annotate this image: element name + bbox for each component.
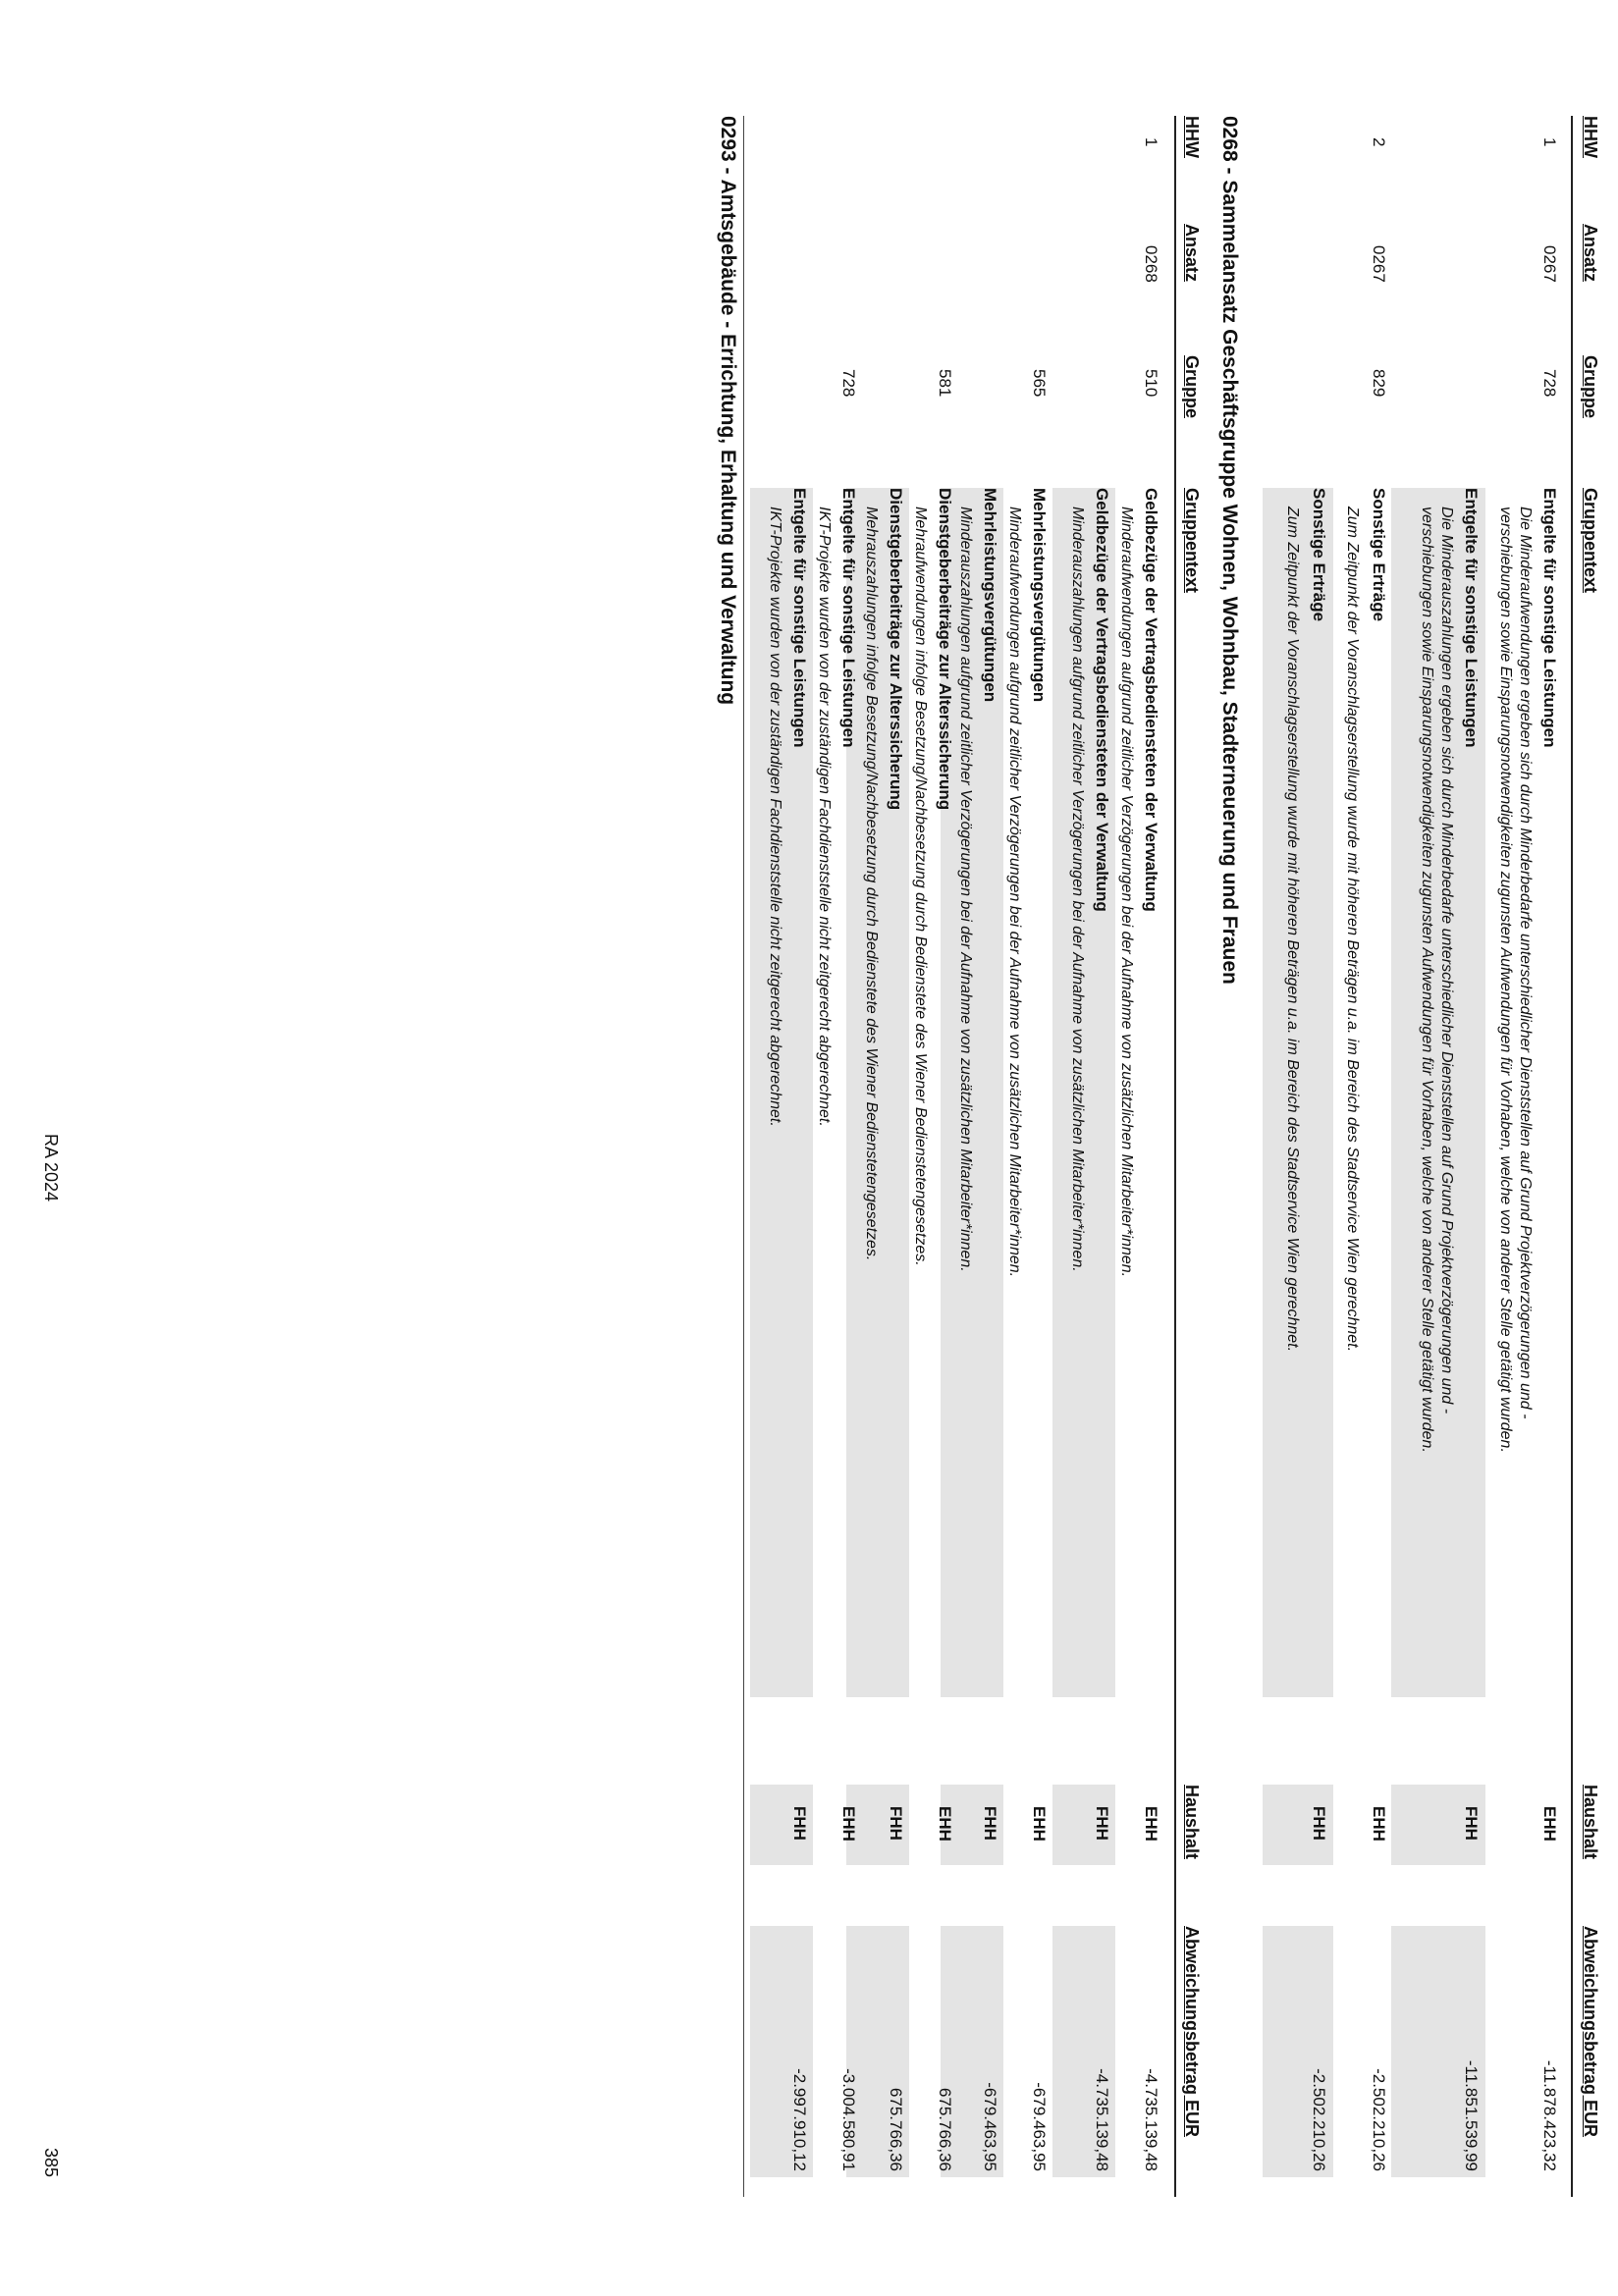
table-end-rule bbox=[743, 116, 744, 2197]
col-header-betrag: Abweichungsbetrag EUR bbox=[1182, 1926, 1202, 2138]
row-betrag: -11.878.423,32 bbox=[1540, 2059, 1559, 2171]
col-header-haushalt: Haushalt bbox=[1182, 1785, 1202, 1860]
header-rule bbox=[1571, 116, 1573, 2197]
row-gruppentext: Entgelte für sonstige Leistungen bbox=[1540, 488, 1559, 748]
row-betrag: -2.997.910,12 bbox=[790, 2068, 809, 2171]
row-haushalt: FHH bbox=[981, 1806, 999, 1841]
row-betrag: -3.004.580,91 bbox=[839, 2068, 858, 2171]
row-betrag: -2.502.210,26 bbox=[1370, 2068, 1388, 2171]
row-ansatz: 0267 bbox=[1540, 245, 1559, 283]
col-header-ansatz: Ansatz bbox=[1581, 224, 1600, 283]
row-haushalt: FHH bbox=[1093, 1806, 1111, 1841]
row-note: Zum Zeitpunkt der Voranschlagserstellung wurde mit höheren Beträgen u.a. im Bereich des Stadtservice Wien gerechnet. bbox=[1344, 507, 1361, 1353]
row-betrag: -11.851.539,99 bbox=[1462, 2059, 1481, 2171]
row-note: Zum Zeitpunkt der Voranschlagserstellung wurde mit höheren Beträgen u.a. im Bereich des Stadtservice Wien gerechnet. bbox=[1284, 507, 1301, 1353]
row-hhw: 2 bbox=[1370, 137, 1388, 147]
row-gruppe: 728 bbox=[839, 369, 858, 398]
row-gruppentext: Sonstige Erträge bbox=[1370, 488, 1388, 622]
row-gruppentext: Sonstige Erträge bbox=[1310, 488, 1328, 622]
row-note: Minderauszahlungen aufgrund zeitlicher Verzögerungen bei der Aufnahme von zusätzlichen Mitarbeiter*innen. bbox=[957, 507, 974, 1272]
row-note: Minderaufwendungen aufgrund zeitlicher Verzögerungen bei der Aufnahme von zusätzlichen Mitarbeiter*innen. bbox=[1118, 507, 1135, 1278]
row-gruppentext: Geldbezüge der Vertragsbediensteten der Verwaltung bbox=[1093, 488, 1111, 912]
row-gruppentext: Mehrleistungsvergütungen bbox=[981, 488, 999, 703]
header-rule bbox=[1174, 116, 1176, 2197]
row-note-line: Die Minderauszahlungen ergeben sich durch Minderbedarfe unterschiedlicher Dienststellen auf Grund Projektverzögerungen und - bbox=[1438, 507, 1455, 1415]
row-gruppentext: Mehrleistungsvergütungen bbox=[1030, 488, 1049, 703]
row-haushalt: FHH bbox=[887, 1806, 905, 1841]
row-haushalt: FHH bbox=[790, 1806, 809, 1841]
row-betrag: 675.766,36 bbox=[887, 2087, 905, 2171]
row-betrag: -679.463,95 bbox=[981, 2082, 999, 2171]
col-header-betrag: Abweichungsbetrag EUR bbox=[1581, 1926, 1600, 2138]
row-haushalt: FHH bbox=[1310, 1806, 1328, 1841]
row-gruppe: 581 bbox=[936, 369, 954, 398]
col-header-gruppe: Gruppe bbox=[1581, 355, 1600, 419]
col-header-gruppentext: Gruppentext bbox=[1581, 488, 1600, 594]
row-note-line: verschiebungen sowie Einsparungsnotwendigkeiten zugunsten Aufwendungen für Vorhaben, welche von anderer Stelle getätigt wurden. bbox=[1497, 507, 1514, 1453]
row-note-line: verschiebungen sowie Einsparungsnotwendigkeiten zugunsten Aufwendungen für Vorhaben, welche von anderer Stelle getätigt wurden. bbox=[1419, 507, 1435, 1453]
col-header-gruppentext: Gruppentext bbox=[1182, 488, 1202, 594]
row-note: Mehraufwendungen infolge Besetzung/Nachbesetzung durch Bedienstete des Wiener Bedienstetengesetzes. bbox=[912, 507, 929, 1266]
row-note: Minderauszahlungen aufgrund zeitlicher Verzögerungen bei der Aufnahme von zusätzlichen Mitarbeiter*innen. bbox=[1069, 507, 1086, 1272]
row-gruppentext: Dienstgeberbeiträge zur Alterssicherung bbox=[936, 488, 954, 811]
row-betrag: -4.735.139,48 bbox=[1142, 2068, 1160, 2171]
row-haushalt: FHH bbox=[1462, 1806, 1481, 1841]
col-header-ansatz: Ansatz bbox=[1182, 224, 1202, 283]
row-gruppe: 728 bbox=[1540, 369, 1559, 398]
row-note: Minderaufwendungen aufgrund zeitlicher Verzögerungen bei der Aufnahme von zusätzlichen Mitarbeiter*innen. bbox=[1006, 507, 1023, 1278]
row-ansatz: 0268 bbox=[1142, 245, 1160, 283]
col-header-haushalt: Haushalt bbox=[1581, 1785, 1600, 1860]
row-note: IKT-Projekte wurden von der zuständigen Fachdienststelle nicht zeitgerecht abgerechnet. bbox=[816, 507, 833, 1127]
row-haushalt: EHH bbox=[1030, 1806, 1049, 1842]
footer-doc-label: RA 2024 bbox=[41, 1134, 61, 1202]
row-betrag: -4.735.139,48 bbox=[1093, 2068, 1111, 2171]
row-ansatz: 0267 bbox=[1370, 245, 1388, 283]
col-header-hhw: HHW bbox=[1182, 116, 1202, 158]
row-haushalt: EHH bbox=[1540, 1806, 1559, 1842]
row-gruppe: 829 bbox=[1370, 369, 1388, 398]
row-haushalt: EHH bbox=[839, 1806, 858, 1842]
row-note: IKT-Projekte wurden von der zuständigen Fachdienststelle nicht zeitgerecht abgerechnet. bbox=[767, 507, 783, 1127]
row-hhw: 1 bbox=[1540, 137, 1559, 147]
row-gruppentext: Entgelte für sonstige Leistungen bbox=[790, 488, 809, 748]
section-title: 0268 - Sammelansatz Geschäftsgruppe Wohnen, Wohnbau, Stadterneuerung und Frauen bbox=[1218, 116, 1241, 985]
row-note-line: Die Minderaufwendungen ergeben sich durch Minderbedarfe unterschiedlicher Dienststellen auf Grund Projektverzögerungen und - bbox=[1517, 507, 1534, 1419]
row-gruppentext: Entgelte für sonstige Leistungen bbox=[1462, 488, 1481, 748]
row-gruppentext: Geldbezüge der Vertragsbediensteten der Verwaltung bbox=[1142, 488, 1160, 912]
section-title: 0293 - Amtsgebäude - Errichtung, Erhaltung und Verwaltung bbox=[717, 116, 739, 706]
footer-page-number: 385 bbox=[41, 2148, 61, 2178]
row-hhw: 1 bbox=[1142, 137, 1160, 147]
row-haushalt: EHH bbox=[1370, 1806, 1388, 1842]
row-haushalt: EHH bbox=[936, 1806, 954, 1842]
row-betrag: 675.766,36 bbox=[936, 2087, 954, 2171]
row-note: Mehrauszahlungen infolge Besetzung/Nachbesetzung durch Bedienstete des Wiener Bedienstetengesetzes. bbox=[863, 507, 880, 1261]
row-gruppe: 565 bbox=[1030, 369, 1049, 398]
row-gruppe: 510 bbox=[1142, 369, 1160, 398]
row-betrag: -679.463,95 bbox=[1030, 2082, 1049, 2171]
row-gruppentext: Dienstgeberbeiträge zur Alterssicherung bbox=[887, 488, 905, 811]
row-gruppentext: Entgelte für sonstige Leistungen bbox=[839, 488, 858, 748]
col-header-gruppe: Gruppe bbox=[1182, 355, 1202, 419]
row-betrag: -2.502.210,26 bbox=[1310, 2068, 1328, 2171]
col-header-hhw: HHW bbox=[1581, 116, 1600, 158]
row-haushalt: EHH bbox=[1142, 1806, 1160, 1842]
